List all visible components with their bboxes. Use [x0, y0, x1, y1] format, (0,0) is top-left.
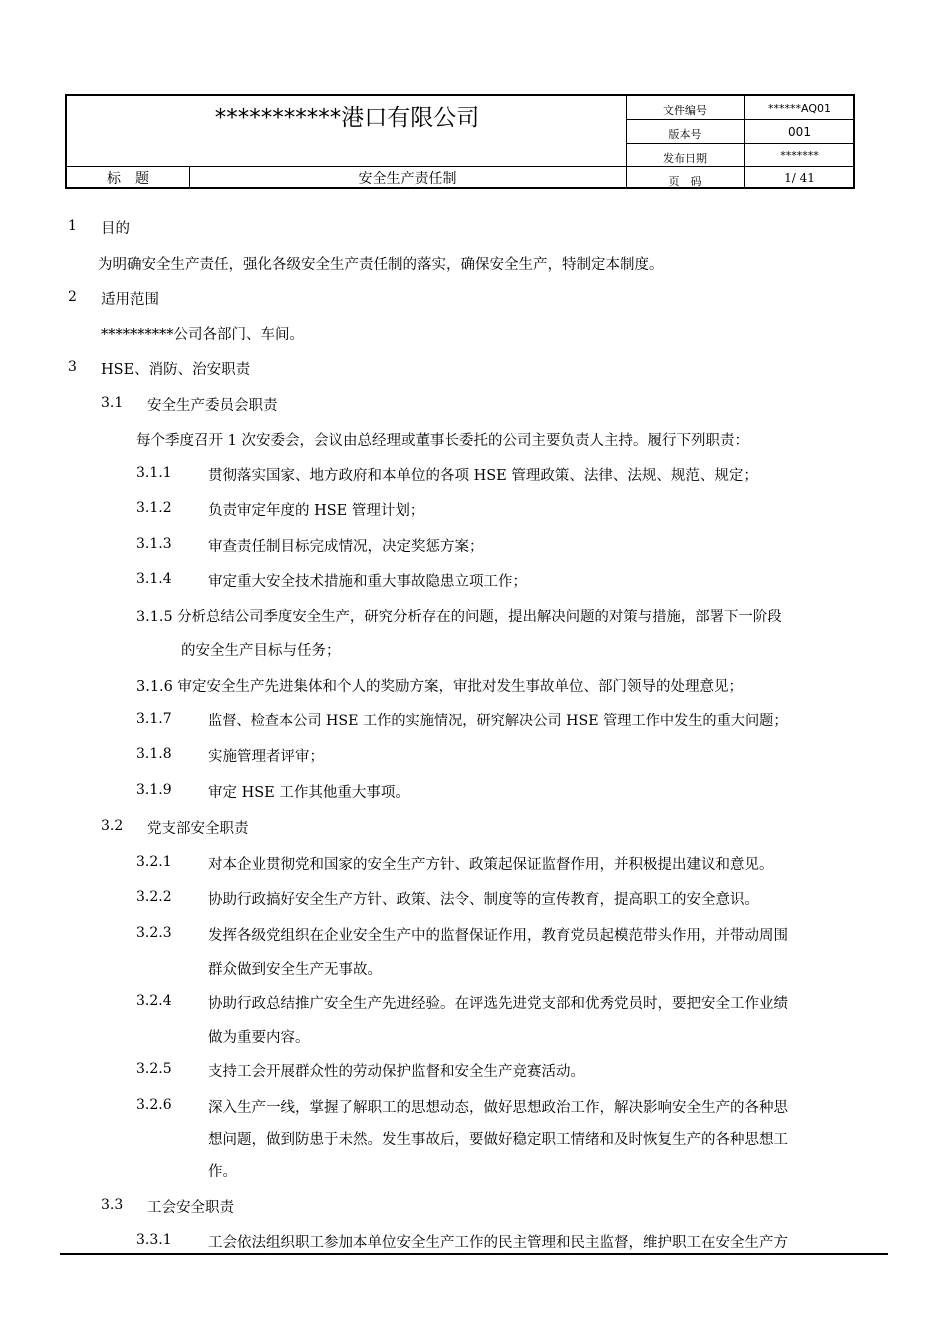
item-text: 负责审定年度的 HSE 管理计划；: [208, 503, 425, 519]
item-text: 实施管理者评审；: [208, 749, 324, 765]
section-number: 3.2: [101, 818, 124, 834]
item-text-continued: 想问题，做到防患于未然。发生事故后，要做好稳定职工情绪和及时恢复生产的各种思想工: [208, 1132, 788, 1148]
item-number: 3.2.1: [136, 854, 172, 870]
section-heading: HSE、消防、治安职责: [101, 362, 251, 378]
item-text: 发挥各级党组织在企业安全生产中的监督保证作用，教育党员起模范带头作用，并带动周围: [208, 928, 788, 944]
item-text: 对本企业贯彻党和国家的安全生产方针、政策起保证监督作用，并积极提出建议和意见。: [208, 857, 774, 873]
title-label: 标 题: [107, 171, 149, 187]
item-text-continued: 作。: [208, 1164, 237, 1180]
item-number: 3.1.8: [136, 746, 172, 762]
item-text-continued: 群众做到安全生产无事故。: [208, 962, 382, 978]
item-text: 深入生产一线，掌握了解职工的思想动态，做好思想政治工作，解决影响安全生产的各种思: [208, 1100, 788, 1116]
version-label: 版本号: [668, 128, 702, 141]
publish-date-label: 发布日期: [663, 152, 707, 165]
item-number: 3.1.7: [136, 711, 172, 727]
section-number: 3.1: [101, 395, 124, 411]
divider: [67, 166, 855, 167]
page-label: 页 码: [668, 175, 702, 188]
item-text-continued: 的安全生产目标与任务；: [181, 643, 341, 659]
item-number: 3.1.4: [136, 571, 172, 587]
item-number: 3.1.2: [136, 500, 172, 516]
item-text: 3.1.5 分析总结公司季度安全生产，研究分析存在的问题，提出解决问题的对策与措施，部署下一阶段: [136, 609, 782, 625]
item-number: 3.1.1: [136, 465, 172, 481]
item-text: 协助行政搞好安全生产方针、政策、法令、制度等的宣传教育，提高职工的安全意识。: [208, 892, 759, 908]
section-heading: 党支部安全职责: [147, 821, 249, 837]
section-number: 3.3: [101, 1197, 124, 1213]
item-number: 3.2.3: [136, 925, 172, 941]
item-text: 监督、检查本公司 HSE 工作的实施情况，研究解决公司 HSE 管理工作中发生的重大问题；: [208, 713, 788, 729]
item-text: 支持工会开展群众性的劳动保护监督和安全生产竞赛活动。: [208, 1064, 585, 1080]
section-number: 3: [68, 359, 77, 375]
item-number: 3.3.1: [136, 1232, 172, 1248]
item-text: 3.1.6 审定安全生产先进集体和个人的奖励方案，审批对发生事故单位、部门领导的处理意见；: [136, 679, 743, 695]
section-heading: 安全生产委员会职责: [147, 398, 278, 414]
item-number: 3.2.5: [136, 1061, 172, 1077]
title-value: 安全生产责任制: [358, 171, 457, 187]
divider: [626, 143, 855, 144]
section-heading: 适用范围: [101, 292, 159, 308]
item-number: 3.1.3: [136, 536, 172, 552]
section-heading: 工会安全职责: [147, 1200, 234, 1216]
company-name: ***********港口有限公司: [214, 105, 480, 131]
section-number: 1: [68, 218, 77, 234]
version-value: 001: [788, 125, 811, 139]
item-text: 协助行政总结推广安全生产先进经验。在评选先进党支部和优秀党员时，要把安全工作业绩: [208, 996, 788, 1012]
item-text: 审查责任制目标完成情况，决定奖惩方案；: [208, 539, 484, 555]
item-text: 工会依法组织职工参加本单位安全生产工作的民主管理和民主监督，维护职工在安全生产方: [208, 1235, 788, 1251]
item-number: 3.1.9: [136, 782, 172, 798]
item-number: 3.2.4: [136, 993, 172, 1009]
paragraph: 每个季度召开 1 次安委会，会议由总经理或董事长委托的公司主要负责人主持。履行下列职责：: [136, 433, 749, 449]
paragraph: **********公司各部门、车间。: [101, 327, 304, 343]
divider: [626, 119, 855, 120]
paragraph: 为明确安全生产责任，强化各级安全生产责任制的落实，确保安全生产，特制定本制度。: [98, 257, 664, 273]
publish-date-value: *******: [780, 149, 819, 162]
item-text-continued: 做为重要内容。: [208, 1030, 310, 1046]
item-text: 审定重大安全技术措施和重大事故隐患立项工作；: [208, 574, 527, 590]
item-text: 审定 HSE 工作其他重大事项。: [208, 785, 410, 801]
page-bottom-rule: [60, 1253, 888, 1255]
item-text: 贯彻落实国家、地方政府和本单位的各项 HSE 管理政策、法律、法规、规范、规定；: [208, 468, 758, 484]
doc-number-value: ******AQ01: [768, 102, 831, 115]
item-number: 3.2.2: [136, 889, 172, 905]
page-value: 1/ 41: [784, 171, 815, 185]
section-number: 2: [68, 289, 77, 305]
section-heading: 目的: [101, 221, 130, 237]
doc-number-label: 文件编号: [663, 104, 707, 117]
item-number: 3.2.6: [136, 1097, 172, 1113]
document-header-table: [65, 94, 855, 189]
